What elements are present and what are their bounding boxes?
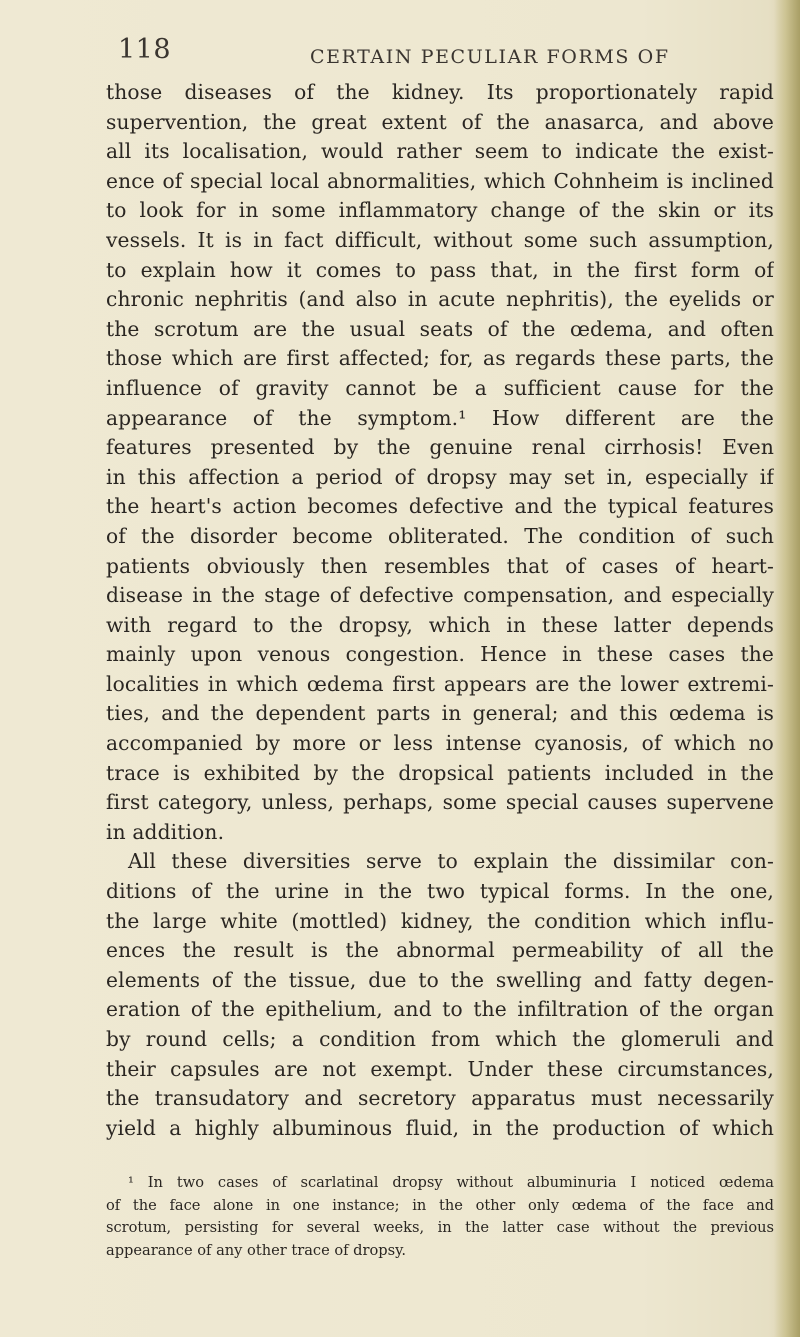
- text-line: with regard to the dropsy, which in these latter depends: [106, 612, 774, 637]
- text-line: the heart's action becomes defective and the typical features: [106, 494, 774, 519]
- text-line: those diseases of the kidney. Its proportionately rapid: [106, 80, 774, 104]
- page-number: 118: [118, 34, 172, 65]
- text-line: those which are first affected; for, as regards these parts, the: [106, 346, 774, 371]
- body-text: [106, 78, 774, 1143]
- text-line-paragraph-end: in addition.: [106, 819, 225, 844]
- text-line: localities in which œdema first appears are the lower extremi-: [106, 671, 774, 696]
- footnote-line: ¹ In two cases of scarlatinal dropsy without albuminuria I noticed œdema: [128, 1174, 774, 1191]
- text-line: their capsules are not exempt. Under these circumstances,: [106, 1056, 774, 1081]
- text-line: appearance of the symptom.¹ How different are the: [106, 405, 774, 430]
- text-line: disease in the stage of defective compensation, and especially: [106, 583, 774, 608]
- footnote-line: scrotum, persisting for several weeks, in the latter case without the previous: [106, 1219, 774, 1236]
- text-line: features presented by the genuine renal cirrhosis! Even: [106, 435, 774, 460]
- text-line: to look for in some inflammatory change of the skin or its: [106, 198, 774, 223]
- text-line: ties, and the dependent parts in general; and this œdema is: [106, 701, 774, 726]
- text-line: the transudatory and secretory apparatus must necessarily: [106, 1086, 774, 1111]
- text-line: trace is exhibited by the dropsical patients included in the: [106, 760, 774, 785]
- text-line: yield a highly albuminous fluid, in the production of which: [106, 1115, 774, 1140]
- text-line-paragraph-start: All these diversities serve to explain the dissimilar con-: [128, 849, 774, 874]
- text-line: first category, unless, perhaps, some special causes supervene: [106, 790, 774, 815]
- text-line: eration of the epithelium, and to the infiltration of the organ: [106, 997, 774, 1022]
- page-header: [118, 34, 740, 74]
- footnote: [106, 1172, 774, 1262]
- footnote-line: appearance of any other trace of dropsy.: [106, 1241, 407, 1259]
- text-line: accompanied by more or less intense cyanosis, of which no: [106, 731, 774, 756]
- text-line: in this affection a period of dropsy may set in, especially if: [106, 464, 774, 489]
- text-line: the large white (mottled) kidney, the condition which influ-: [106, 908, 774, 933]
- text-line: patients obviously then resembles that of cases of heart-: [106, 553, 774, 578]
- text-line: of the disorder become obliterated. The condition of such: [106, 523, 774, 548]
- text-line: elements of the tissue, due to the swelling and fatty degen-: [106, 967, 774, 992]
- text-line: mainly upon venous congestion. Hence in these cases the: [106, 642, 774, 667]
- text-line: influence of gravity cannot be a sufficient cause for the: [106, 375, 774, 400]
- text-line: chronic nephritis (and also in acute nephritis), the eyelids or: [106, 287, 774, 312]
- text-line: all its localisation, would rather seem to indicate the exist-: [106, 139, 774, 164]
- text-line: by round cells; a condition from which the glomeruli and: [106, 1027, 774, 1051]
- text-line: ence of special local abnormalities, which Cohnheim is inclined: [106, 168, 774, 193]
- page-edge-shadow: [774, 0, 800, 1337]
- text-line: supervention, the great extent of the anasarca, and above: [106, 109, 774, 134]
- text-line: ences the result is the abnormal permeability of all the: [106, 938, 774, 963]
- text-line: to explain how it comes to pass that, in the first form of: [106, 257, 774, 282]
- footnote-line: of the face alone in one instance; in the other only œdema of the face and: [106, 1196, 774, 1214]
- text-line: ditions of the urine in the two typical forms. In the one,: [106, 879, 774, 904]
- text-line: vessels. It is in fact difficult, without some such assumption,: [106, 227, 774, 252]
- running-head: CERTAIN PECULIAR FORMS OF: [310, 46, 670, 68]
- text-line: the scrotum are the usual seats of the œdema, and often: [106, 316, 774, 341]
